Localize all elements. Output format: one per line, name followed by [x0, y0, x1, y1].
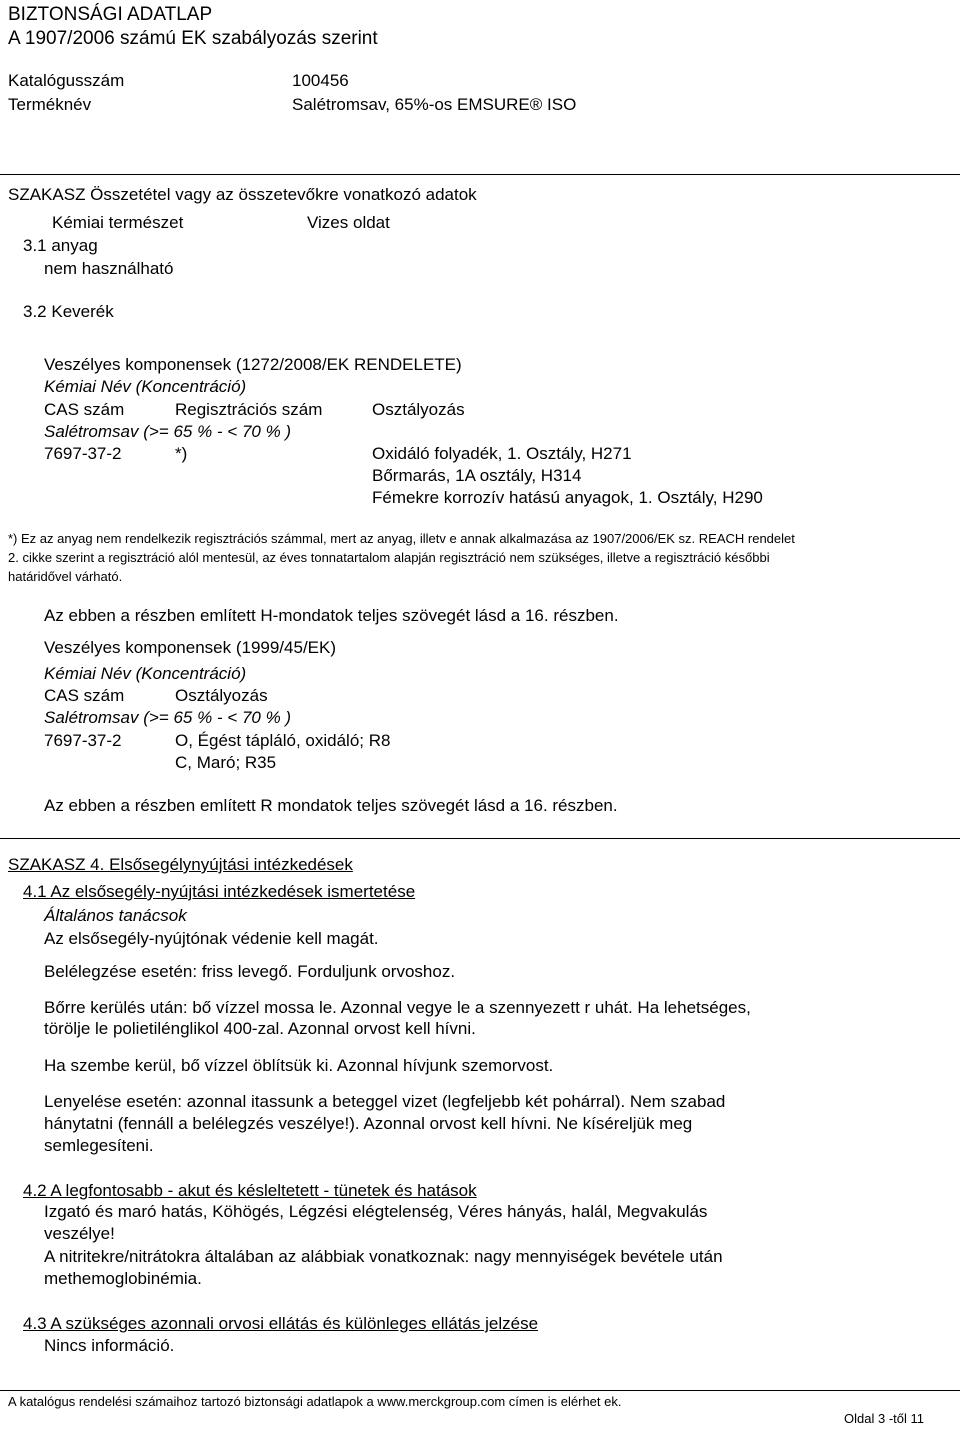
document-title: BIZTONSÁGI ADATLAP	[8, 4, 213, 25]
skin-contact-line2: törölje le polietilénglikol 400-zal. Azonnal orvost kell hívni.	[44, 1019, 476, 1038]
section-divider	[0, 174, 960, 175]
clp-class-2: Bőrmarás, 1A osztály, H314	[372, 466, 582, 485]
product-value: Salétromsav, 65%-os EMSURE® ISO	[292, 95, 577, 114]
symptoms-line2: veszélye!	[44, 1224, 115, 1243]
dsd-components-title: Veszélyes komponensek (1999/45/EK)	[44, 638, 337, 657]
symptoms-line1: Izgató és maró hatás, Köhögés, Légzési elégtelenség, Véres hányás, halál, Megvakulás	[44, 1202, 708, 1221]
ingestion-line3: semlegesíteni.	[44, 1136, 154, 1155]
registration-note-line1: *) Ez az anyag nem rendelkezik regisztrációs számmal, mert az anyag, illetv e annak alkalmazása az 1907/2006/EK sz. REACH rendelet	[8, 531, 795, 546]
dsd-class-header: Osztályozás	[175, 686, 268, 705]
clp-name-header: Kémiai Név (Koncentráció)	[44, 377, 247, 396]
dsd-cas-value: 7697-37-2	[44, 731, 122, 750]
ingestion-line1: Lenyelése esetén: azonnal itassunk a beteggel vizet (legfeljebb két pohárral). Nem szabad	[44, 1092, 726, 1111]
subsection-4-3-text: Nincs információ.	[44, 1336, 175, 1355]
clp-reg-value: *)	[175, 444, 188, 463]
dsd-name-header: Kémiai Név (Koncentráció)	[44, 664, 247, 683]
subsection-4-3: 4.3 A szükséges azonnali orvosi ellátás és különleges ellátás jelzése	[23, 1314, 539, 1333]
dsd-class-2: C, Maró; R35	[175, 753, 277, 772]
subsection-4-2: 4.2 A legfontosabb - akut és késleltetett - tünetek és hatások	[23, 1181, 477, 1200]
h-statements-reference: Az ebben a részben említett H-mondatok teljes szövegét lásd a 16. részben.	[44, 606, 619, 625]
inhalation-text: Belélegzése esetén: friss levegő. Forduljunk orvoshoz.	[44, 962, 456, 981]
clp-class-1: Oxidáló folyadék, 1. Osztály, H271	[372, 444, 632, 463]
skin-contact-line1: Bőrre kerülés után: bő vízzel mossa le. Azonnal vegye le a szennyezett r uhát. Ha lehetséges,	[44, 998, 751, 1017]
subsection-3-1: 3.1 anyag	[23, 236, 98, 255]
clp-cas-value: 7697-37-2	[44, 444, 122, 463]
document-subtitle: A 1907/2006 számú EK szabályozás szerint	[8, 28, 378, 49]
clp-cas-header: CAS szám	[44, 400, 125, 419]
clp-components-title: Veszélyes komponensek (1272/2008/EK RENDELETE)	[44, 355, 462, 374]
symptoms-line3: A nitritekre/nitrátokra általában az alábbiak vonatkoznak: nagy mennyiségek bevétele után	[44, 1247, 723, 1266]
clp-class-3: Fémekre korrozív hatású anyagok, 1. Osztály, H290	[372, 488, 763, 507]
product-label: Terméknév	[8, 95, 92, 114]
r-phrases-reference: Az ebben a részben említett R mondatok teljes szövegét lásd a 16. részben.	[44, 796, 618, 815]
ingestion-line2: hánytatni (fennáll a belélegzés veszélye!). Azonnal orvost kell hívni. Ne kíséreljük meg	[44, 1114, 693, 1133]
subsection-3-1-value: nem használható	[44, 259, 174, 278]
section3-title: SZAKASZ Összetétel vagy az összetevőkre vonatkozó adatok	[8, 185, 477, 204]
nature-label: Kémiai természet	[52, 213, 184, 232]
clp-reg-header: Regisztrációs szám	[175, 400, 323, 419]
footer-note: A katalógus rendelési számaihoz tartozó biztonsági adatlapok a www.merckgroup.com címen is elérhet ek.	[8, 1394, 622, 1409]
eye-contact-text: Ha szembe kerül, bő vízzel öblítsük ki. Azonnal hívjunk szemorvost.	[44, 1056, 554, 1075]
subsection-4-1: 4.1 Az elsősegély-nyújtási intézkedések ismertetése	[23, 882, 416, 901]
nature-value: Vizes oldat	[307, 213, 390, 232]
dsd-class-1: O, Égést tápláló, oxidáló; R8	[175, 731, 391, 750]
footer-divider	[0, 1390, 960, 1391]
catalog-value: 100456	[292, 71, 349, 90]
registration-note-line2: 2. cikke szerint a regisztráció alól mentesül, az éves tonnatartalom alapján regisztráció nem szükséges, illetve a regisztráció későbbi	[8, 550, 770, 565]
general-advice-text: Az elsősegély-nyújtónak védenie kell magát.	[44, 929, 379, 948]
general-advice-label: Általános tanácsok	[44, 906, 187, 925]
subsection-3-2: 3.2 Keverék	[23, 302, 114, 321]
catalog-label: Katalógusszám	[8, 71, 125, 90]
dsd-cas-header: CAS szám	[44, 686, 125, 705]
clp-substance: Salétromsav (>= 65 % - < 70 % )	[44, 422, 292, 441]
section4-title: SZAKASZ 4. Elsősegélynyújtási intézkedések	[8, 855, 353, 874]
section-divider	[0, 838, 960, 839]
clp-class-header: Osztályozás	[372, 400, 465, 419]
page-number: Oldal 3 -től 11	[844, 1411, 924, 1426]
symptoms-line4: methemoglobinémia.	[44, 1269, 202, 1288]
registration-note-line3: határidővel várható.	[8, 569, 123, 584]
dsd-substance: Salétromsav (>= 65 % - < 70 % )	[44, 708, 292, 727]
